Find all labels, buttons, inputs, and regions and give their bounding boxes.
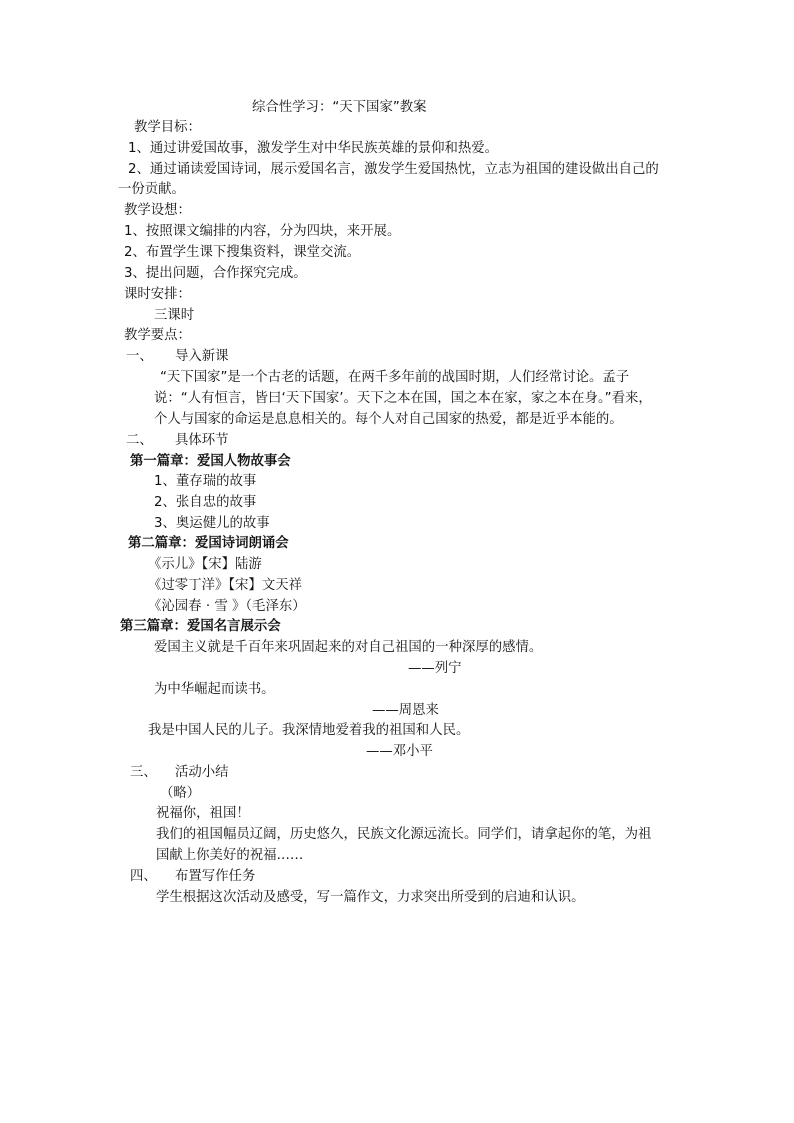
paragraph-line: 学生根据这次活动及感受，写一篇作文，力求突出所受到的启迪和认识。 <box>156 890 585 905</box>
objective-item-continued: 一份贡献。 <box>118 182 185 197</box>
paragraph-line: 我们的祖国幅员辽阔，历史悠久，民族文化源远流长。同学们，请拿起你的笔，为祖 <box>156 827 652 842</box>
paragraph-line: 说：“人有恒言，皆曰‘天下国家’。天下之本在国，国之本在家，家之本在身。”看来， <box>154 391 652 406</box>
poem-item: 《沁园春 · 雪 》（毛泽东） <box>148 599 306 614</box>
objectives-heading: 教学目标： <box>134 120 201 135</box>
paragraph-line: 祝福你，祖国！ <box>156 806 250 821</box>
section-number: 二、 <box>126 433 153 448</box>
section-note: （略） <box>160 786 201 801</box>
section-title: 布置写作任务 <box>175 869 256 884</box>
chapter-item: 2、张自忠的故事 <box>154 495 257 510</box>
quote-author: ——周恩来 <box>372 703 439 718</box>
quote-text: 爱国主义就是千百年来巩固起来的对自己祖国的一种深厚的感情。 <box>154 640 543 655</box>
paragraph-line: 国献上你美好的祝福…… <box>156 848 304 863</box>
objective-item: 1、通过讲爱国故事，激发学生对中华民族英雄的景仰和热爱。 <box>128 141 499 156</box>
design-heading: 教学设想： <box>124 203 191 218</box>
page-title: 综合性学习：“天下国家”教案 <box>252 100 427 115</box>
poem-item: 《过零丁洋》【宋】文天祥 <box>148 578 302 593</box>
quote-author: ——列宁 <box>408 661 462 676</box>
design-item: 3、提出问题，合作探究完成。 <box>124 266 307 281</box>
quote-text: 我是中国人民的儿子。我深情地爱着我的祖国和人民。 <box>148 723 470 738</box>
section-title: 具体环节 <box>175 433 229 448</box>
paragraph-line: “天下国家”是一个古老的话题，在两千多年前的战国时期，人们经常讨论。孟子 <box>160 370 630 385</box>
section-title: 导入新课 <box>175 349 229 364</box>
chapter-title: 第三篇章：爱国名言展示会 <box>120 619 281 634</box>
chapter-item: 1、董存瑞的故事 <box>154 474 257 489</box>
schedule-heading: 课时安排： <box>124 287 191 302</box>
points-heading: 教学要点： <box>124 328 191 343</box>
section-number: 四、 <box>130 869 157 884</box>
design-item: 2、布置学生课下搜集资料，课堂交流。 <box>124 245 361 260</box>
quote-text: 为中华崛起而读书。 <box>154 682 275 697</box>
chapter-item: 3、奥运健儿的故事 <box>154 516 270 531</box>
chapter-title: 第一篇章：爱国人物故事会 <box>130 454 291 469</box>
section-title: 活动小结 <box>175 765 229 780</box>
section-number: 一、 <box>126 349 153 364</box>
poem-item: 《示儿》【宋】陆游 <box>148 557 262 572</box>
quote-author: ——邓小平 <box>366 744 433 759</box>
chapter-title: 第二篇章：爱国诗词朗诵会 <box>128 536 289 551</box>
objective-item: 2、通过诵读爱国诗词，展示爱国名言，激发学生爱国热忱，立志为祖国的建设做出自己的 <box>128 162 659 177</box>
section-number: 三、 <box>130 765 157 780</box>
schedule-value: 三课时 <box>154 308 195 323</box>
paragraph-line: 个人与国家的命运是息息相关的。每个人对自己国家的热爱，都是近乎本能的。 <box>154 412 623 427</box>
design-item: 1、按照课文编排的内容，分为四块，来开展。 <box>124 224 401 239</box>
